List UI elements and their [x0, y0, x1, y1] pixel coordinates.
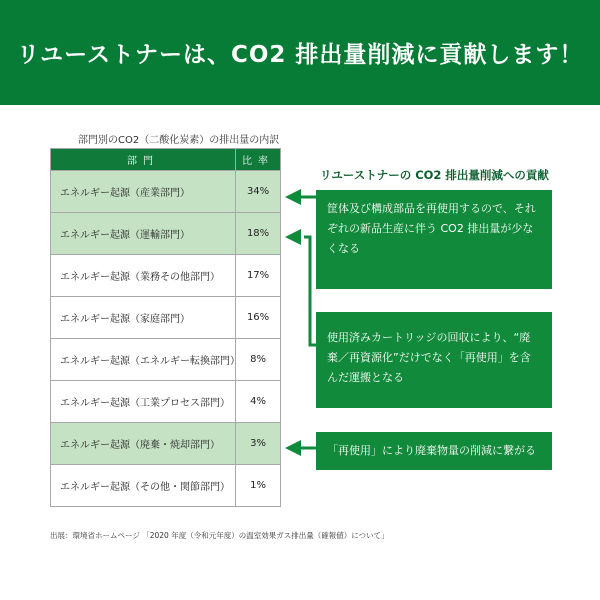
arrowhead-icon — [285, 440, 301, 456]
arrowhead-icon — [285, 229, 301, 245]
sector-cell: エネルギー起源（廃棄・焼却部門） — [51, 423, 236, 465]
sector-cell: エネルギー起源（産業部門） — [51, 171, 236, 213]
contribution-box-cartridge-collection: 使用済みカートリッジの回収により、“廃棄／再資源化”だけでなく「再使用」を含んだ運搬となる — [316, 312, 552, 408]
sector-cell: エネルギー起源（エネルギー転換部門） — [51, 339, 236, 381]
contribution-box-parts-reuse: 筐体及び構成部品を再使用するので、それぞれの新品生産に伴う CO2 排出量が少なくなる — [316, 190, 552, 289]
sector-cell: エネルギー起源（家庭部門） — [51, 297, 236, 339]
contribution-title: リユーストナーの CO2 排出量削減への貢献 — [320, 168, 549, 182]
ratio-cell: 3% — [236, 423, 281, 465]
banner-title: リユーストナーは、CO2 排出量削減に貢献します！ — [16, 42, 584, 68]
ratio-cell: 4% — [236, 381, 281, 423]
ratio-cell: 18% — [236, 213, 281, 255]
arrowhead-icon — [285, 189, 301, 205]
ratio-cell: 1% — [236, 465, 281, 507]
table-caption: 部門別のCO2（二酸化炭素）の排出量の内訳 — [78, 135, 280, 146]
sector-cell: エネルギー起源（運輸部門） — [51, 213, 236, 255]
ratio-cell: 17% — [236, 255, 281, 297]
sector-cell: エネルギー起源（業務その他部門） — [51, 255, 236, 297]
header-sector: 部門 — [51, 149, 236, 171]
sector-cell: エネルギー起源（その他・関節部門） — [51, 465, 236, 507]
ratio-cell: 34% — [236, 171, 281, 213]
connector-line-transport — [304, 237, 316, 345]
sector-cell: エネルギー起源（工業プロセス部門） — [51, 381, 236, 423]
header-ratio: 比率 — [236, 149, 281, 171]
ratio-cell: 8% — [236, 339, 281, 381]
ratio-cell: 16% — [236, 297, 281, 339]
source-note: 出展：環境省ホームページ 「2020 年度（令和元年度）の温室効果ガス排出量（確報値）について」 — [50, 531, 389, 540]
contribution-box-waste-reduction: 「再使用」により廃棄物量の削減に繋がる — [316, 432, 552, 470]
